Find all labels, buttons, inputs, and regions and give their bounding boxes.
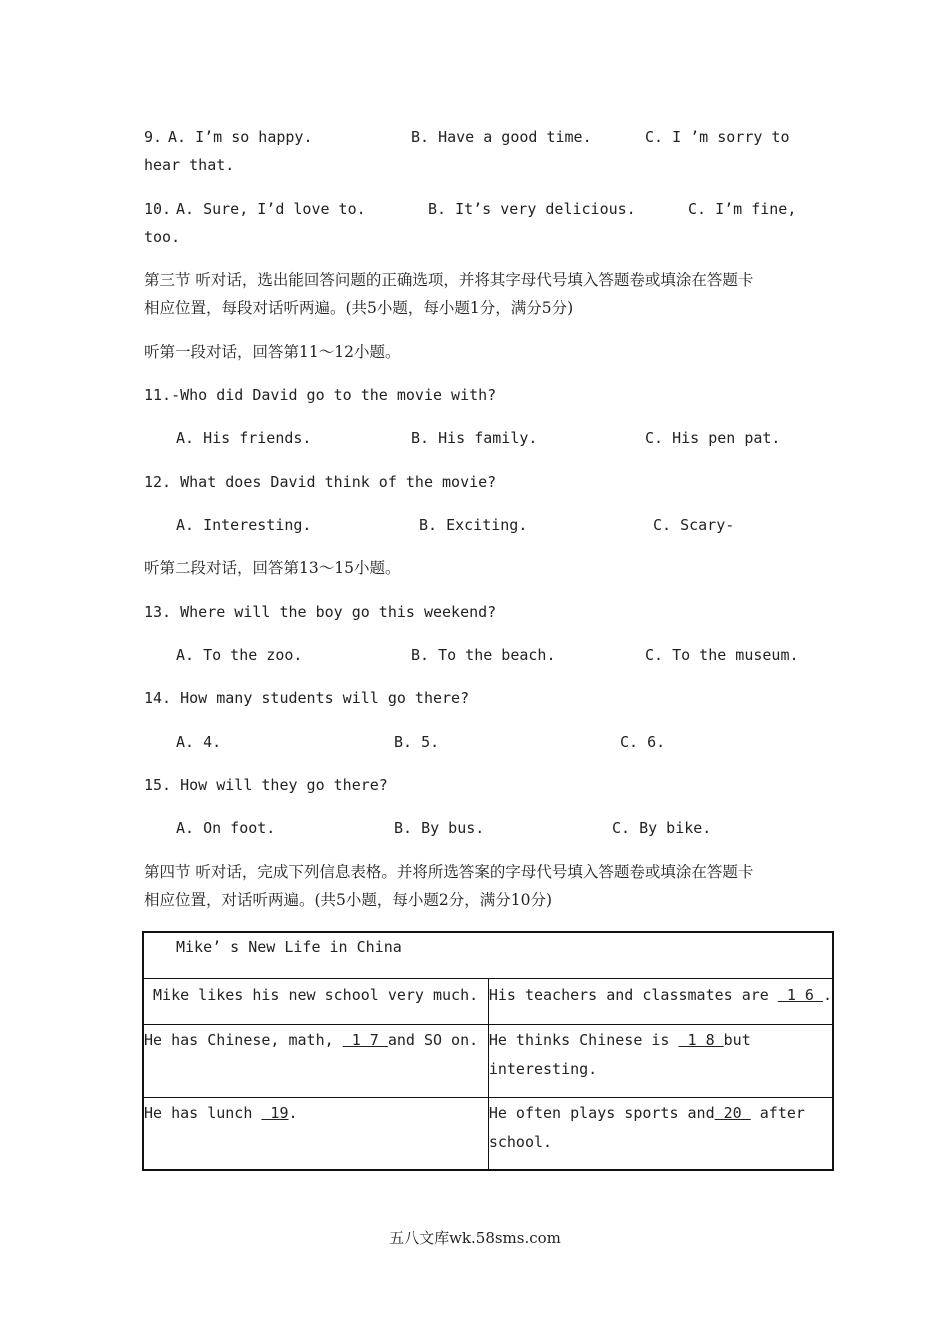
q9-option-a: A. I’m so happy.	[168, 128, 313, 146]
cell-text: interesting.	[488, 1059, 598, 1078]
cell-text: .	[822, 985, 832, 1004]
section3-instruction-line1: 第三节 听对话，选出能回答问题的正确选项，并将其字母代号填入答题卷或填涂在答题卡	[144, 271, 754, 289]
blank-16: 1 6	[777, 985, 823, 1004]
cell-text: and SO on.	[387, 1030, 479, 1049]
q11-question: 11.-Who did David go to the movie with?	[144, 386, 497, 404]
q10-option-c-cont: too.	[144, 228, 181, 246]
table-cell	[143, 1097, 488, 1170]
table-cell	[488, 1024, 833, 1097]
q15-option-c: C. By bike.	[612, 819, 712, 837]
q12-question: 12. What does David think of the movie?	[144, 473, 497, 491]
q12-option-a: A. Interesting.	[176, 516, 312, 534]
table-cell	[143, 978, 488, 1024]
dialog1-heading: 听第一段对话，回答第11～12小题。	[144, 343, 401, 361]
q9-option-c-cont: hear that.	[144, 156, 235, 174]
table-title: Mike’ s New Life in China	[176, 938, 402, 956]
blank-18: 1 8	[678, 1030, 724, 1049]
table-cell	[488, 1097, 833, 1170]
q10-option-a: A. Sure, I’d love to.	[176, 200, 366, 218]
q11-option-c: C. His pen pat.	[645, 429, 781, 447]
cell-text: but	[723, 1030, 751, 1049]
section4-instruction-line1: 第四节 听对话，完成下列信息表格。并将所选答案的字母代号填入答题卷或填涂在答题卡	[144, 863, 754, 881]
q11-option-a: A. His friends.	[176, 429, 312, 447]
q15-option-a: A. On foot.	[176, 819, 276, 837]
q14-question: 14. How many students will go there?	[144, 689, 470, 707]
q13-option-a: A. To the zoo.	[176, 646, 303, 664]
cell-text: He has Chinese, math,	[144, 1030, 343, 1049]
q10-number: 10.	[144, 200, 172, 218]
q13-option-c: C. To the museum.	[645, 646, 799, 664]
q14-option-b: B. 5.	[394, 733, 440, 751]
section3-instruction-line2: 相应位置，每段对话听两遍。(共5小题，每小题1分，满分5分)	[144, 299, 574, 317]
q10-option-b: B. It’s very delicious.	[428, 200, 636, 218]
blank-20: 20	[714, 1103, 751, 1122]
q12-option-c: C. Scary-	[653, 516, 735, 534]
q9-number: 9.	[144, 128, 163, 146]
q13-question: 13. Where will the boy go this weekend?	[144, 603, 497, 621]
blank-17: 1 7	[342, 1030, 388, 1049]
info-table	[142, 931, 834, 1171]
q15-option-b: B. By bus.	[394, 819, 485, 837]
cell-text: He has lunch	[144, 1103, 262, 1122]
section4-instruction-line2: 相应位置，对话听两遍。(共5小题，每小题2分，满分10分)	[144, 891, 553, 909]
cell-text: after	[750, 1103, 805, 1122]
cell-text: He thinks Chinese is	[488, 1030, 679, 1049]
cell-text: His teachers and classmates are	[488, 985, 778, 1004]
cell-text: school.	[488, 1132, 553, 1151]
cell-text: Mike likes his new school very much.	[144, 985, 479, 1004]
q10-option-c: C. I’m fine,	[688, 200, 797, 218]
q12-option-b: B. Exciting.	[419, 516, 528, 534]
q9-option-c: C. I ’m sorry to	[645, 128, 790, 146]
q14-option-a: A. 4.	[176, 733, 222, 751]
table-cell	[488, 978, 833, 1024]
blank-19: 19	[261, 1103, 289, 1122]
q15-question: 15. How will they go there?	[144, 776, 388, 794]
page-footer: 五八文库wk.58sms.com	[389, 1229, 561, 1247]
q9-option-b: B. Have a good time.	[411, 128, 592, 146]
table-title-cell	[143, 932, 833, 978]
table-cell	[143, 1024, 488, 1097]
q14-option-c: C. 6.	[620, 733, 666, 751]
cell-text: He often plays sports and	[488, 1103, 715, 1122]
q11-option-b: B. His family.	[411, 429, 538, 447]
q13-option-b: B. To the beach.	[411, 646, 556, 664]
dialog2-heading: 听第二段对话，回答第13～15小题。	[144, 559, 401, 577]
cell-text: .	[288, 1103, 298, 1122]
